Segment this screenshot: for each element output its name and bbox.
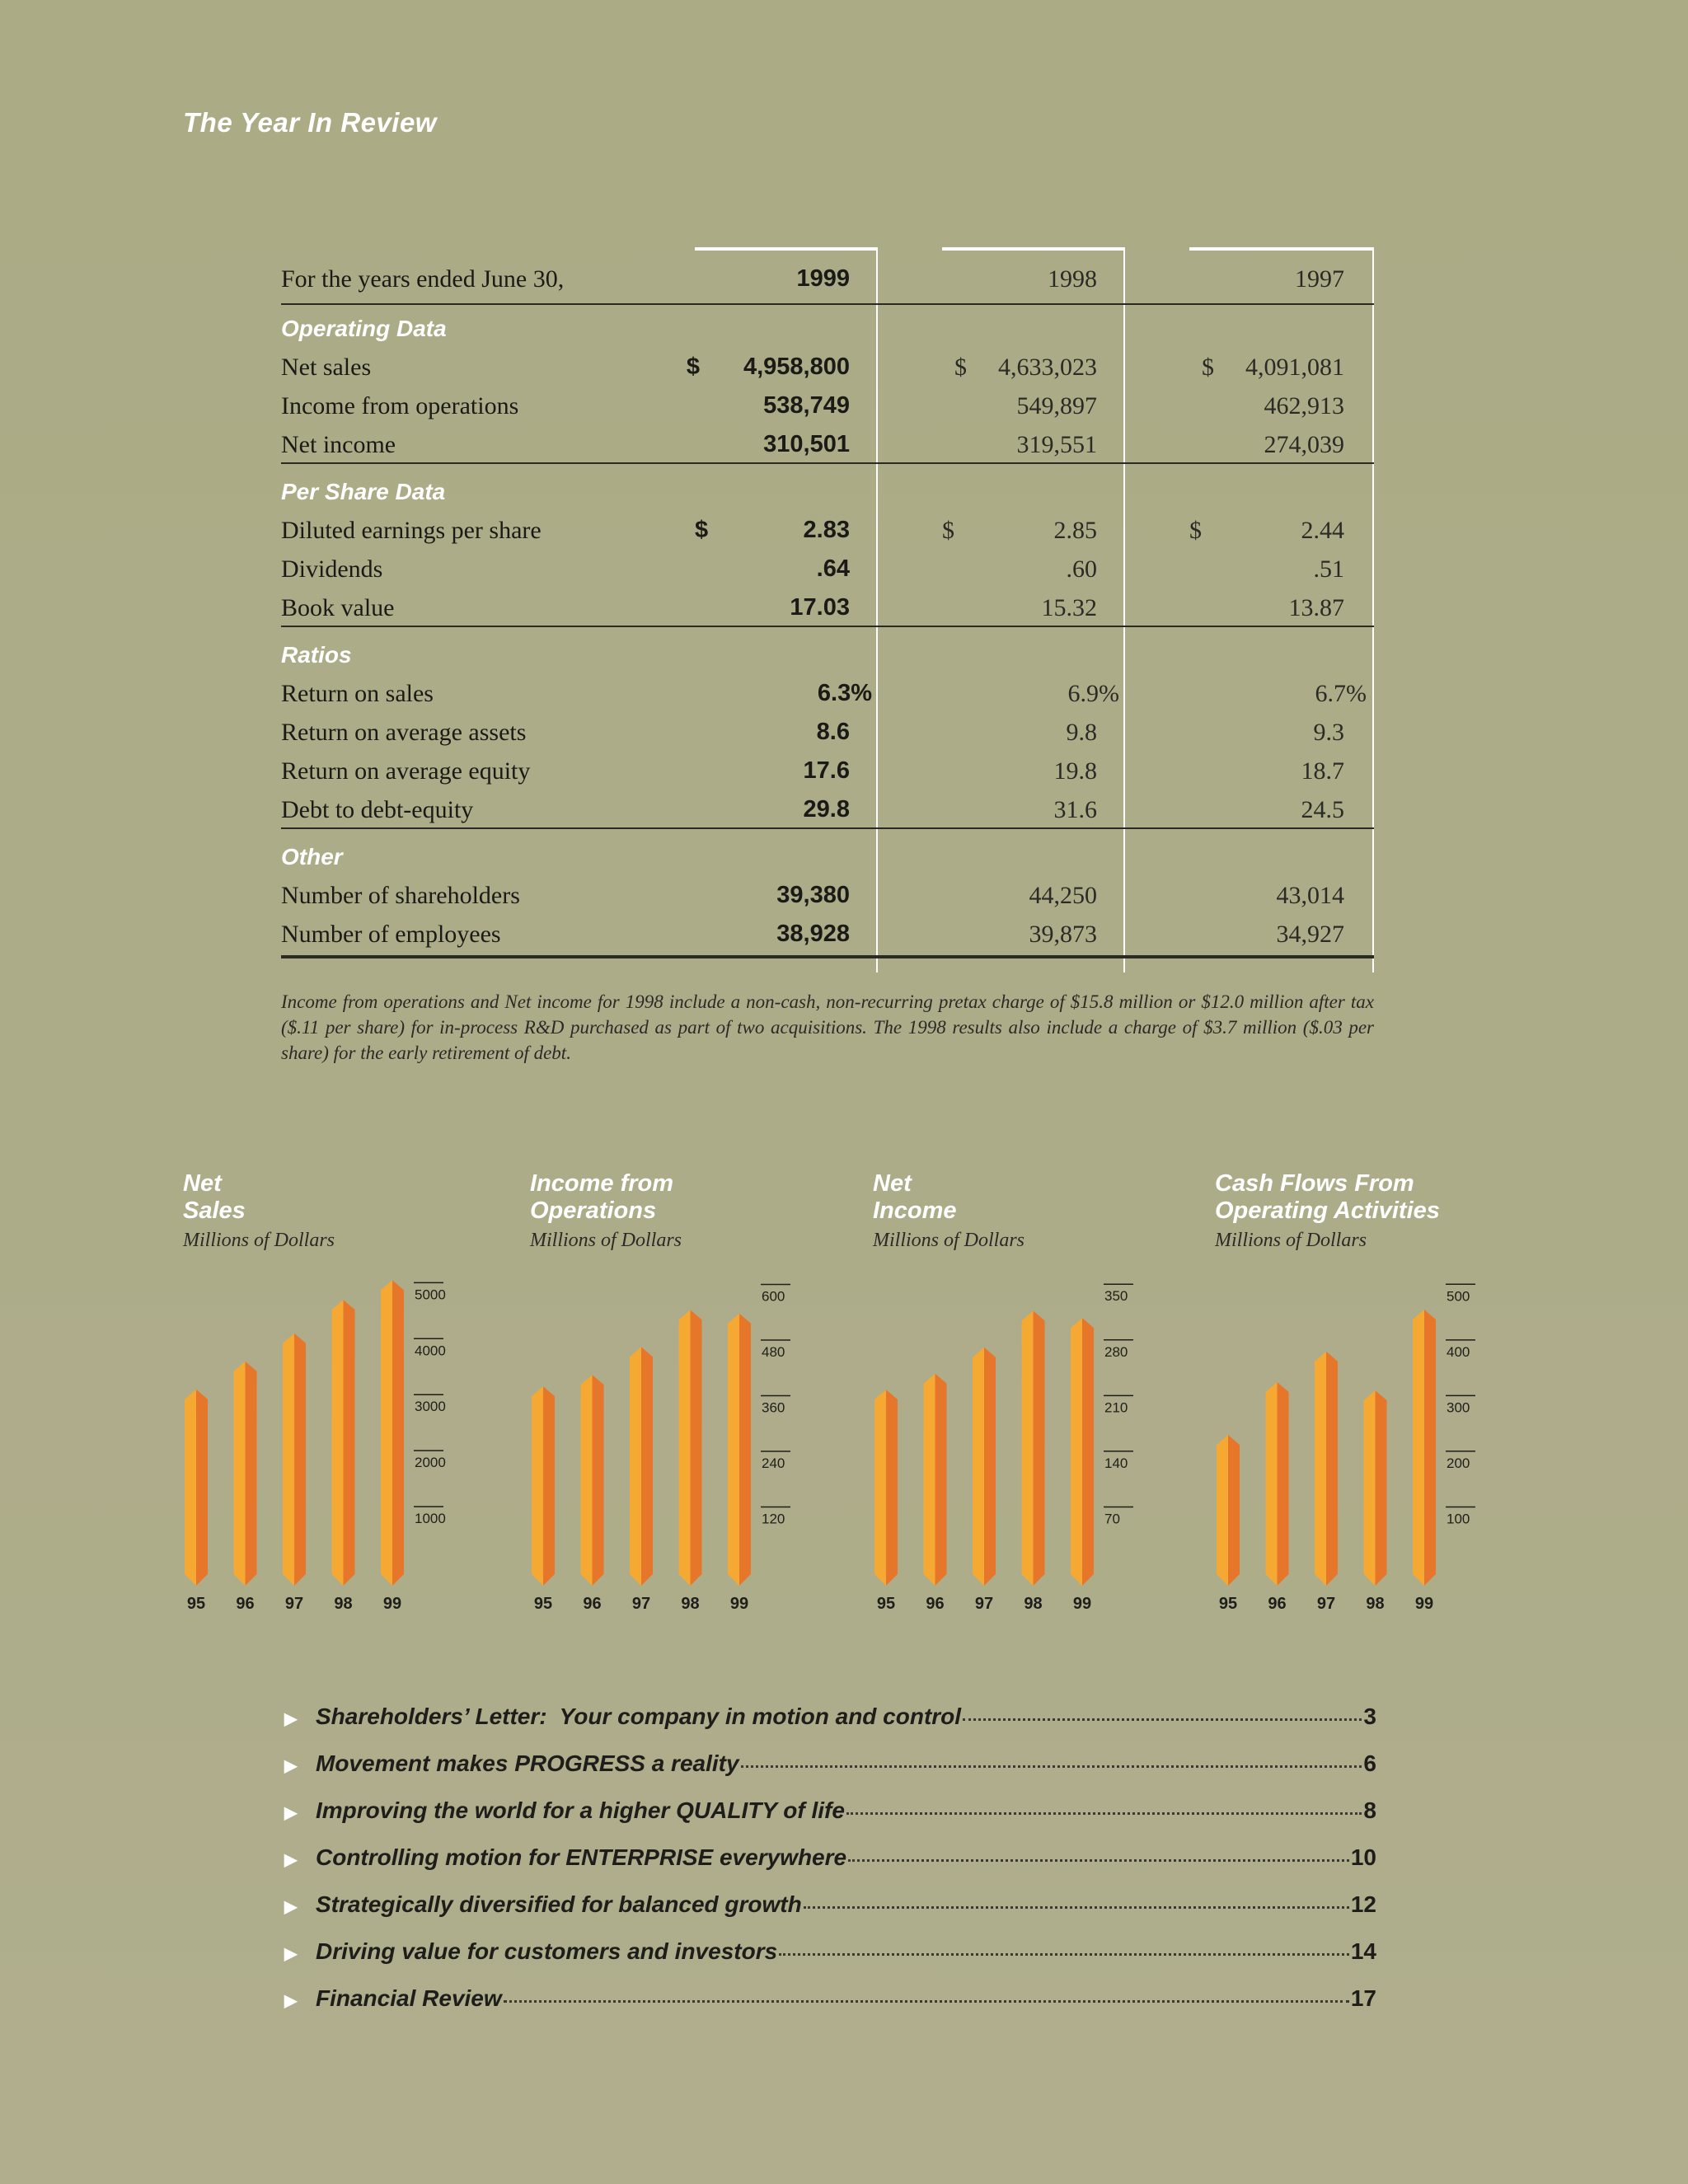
value-1997: 34,927 bbox=[1276, 921, 1344, 948]
bar-side bbox=[691, 1310, 702, 1586]
chart-subtitle: Millions of Dollars bbox=[530, 1230, 682, 1251]
contents-item-title: Controlling motion for ENTERPRISE everywhere bbox=[316, 1844, 847, 1870]
bar-side bbox=[344, 1300, 355, 1586]
triangle-bullet-icon: ▶ bbox=[284, 1992, 298, 2010]
y-tick-label: 210 bbox=[1104, 1399, 1128, 1416]
bar-side bbox=[935, 1374, 947, 1586]
bar-96 bbox=[924, 1374, 947, 1586]
bar-98 bbox=[1364, 1390, 1387, 1586]
contents-item[interactable] bbox=[284, 1844, 1376, 1891]
bar-face bbox=[532, 1386, 543, 1586]
value-1997: .51 bbox=[1313, 555, 1344, 583]
value-1999: 538,749 bbox=[763, 392, 850, 419]
bar-side bbox=[1082, 1318, 1094, 1586]
contents-item-page: 6 bbox=[1363, 1750, 1376, 1776]
value-1997: 18.7 bbox=[1301, 757, 1344, 785]
value-1998: 6.9% bbox=[1067, 680, 1119, 707]
value-1999: 2.83 bbox=[803, 517, 850, 543]
value-1998: 549,897 bbox=[1016, 392, 1097, 419]
x-tick-label: 97 bbox=[974, 1595, 994, 1613]
chart-title: Cash Flows From Operating Activities bbox=[1215, 1170, 1440, 1224]
triangle-bullet-icon: ▶ bbox=[284, 1757, 298, 1775]
contents-list bbox=[284, 1704, 1376, 2032]
bar-side bbox=[1034, 1311, 1045, 1586]
bar-face bbox=[381, 1280, 392, 1586]
x-tick-label: 99 bbox=[1072, 1595, 1092, 1613]
x-tick-label: 95 bbox=[876, 1595, 896, 1613]
triangle-bullet-icon: ▶ bbox=[284, 1945, 298, 1963]
value-1997: 43,014 bbox=[1276, 882, 1344, 909]
table-header-label: For the years ended June 30, bbox=[281, 265, 565, 293]
y-tick-label: 4000 bbox=[415, 1343, 446, 1359]
bar-side bbox=[593, 1375, 604, 1586]
bar-side bbox=[984, 1347, 996, 1586]
contents-item[interactable] bbox=[284, 1750, 1376, 1797]
y-tick-label: 100 bbox=[1447, 1511, 1470, 1527]
bar-face bbox=[1413, 1310, 1424, 1586]
triangle-bullet-icon: ▶ bbox=[284, 1804, 298, 1822]
y-tick-label: 70 bbox=[1104, 1511, 1120, 1527]
row-label: Return on sales bbox=[281, 680, 434, 707]
bar-face bbox=[1071, 1318, 1082, 1586]
footnote: Income from operations and Net income for 1998 include a non-cash, non-recurring pretax charge of $15.8 million or $12.0 million after tax ($.11 per share) for in-process R&D purchased as part of two acquisitions. The 1998 results also include a charge of $3.7 million ($.03 per share) for the early retirement of debt. bbox=[281, 991, 1374, 1063]
bar-face bbox=[1217, 1435, 1228, 1586]
section-title: Ratios bbox=[281, 642, 352, 668]
chart-subtitle: Millions of Dollars bbox=[873, 1230, 1025, 1251]
bar-face bbox=[332, 1300, 344, 1586]
y-tick-label: 5000 bbox=[415, 1286, 446, 1303]
y-tick-label: 240 bbox=[762, 1455, 785, 1471]
bar-face bbox=[924, 1374, 935, 1586]
page-title: The Year In Review bbox=[183, 107, 437, 138]
value-1999: 29.8 bbox=[803, 796, 850, 823]
x-tick-label: 98 bbox=[1366, 1595, 1385, 1613]
chart-income-from-operations bbox=[530, 1170, 810, 1615]
dot-leader bbox=[804, 1906, 1349, 1909]
bar-face bbox=[679, 1310, 691, 1586]
contents-item-page: 14 bbox=[1350, 1938, 1376, 1964]
year-header-1998: 1998 bbox=[1048, 265, 1097, 293]
triangle-bullet-icon: ▶ bbox=[284, 1710, 298, 1728]
contents-item-title: Strategically diversified for balanced growth bbox=[316, 1891, 802, 1917]
value-1998: 2.85 bbox=[1053, 517, 1097, 544]
bar-side bbox=[196, 1390, 208, 1586]
x-tick-label: 99 bbox=[729, 1595, 749, 1613]
bar-face bbox=[728, 1314, 739, 1586]
y-tick-label: 400 bbox=[1447, 1343, 1470, 1360]
value-1999: 6.3% bbox=[817, 680, 872, 706]
value-1997: 2.44 bbox=[1301, 517, 1344, 544]
y-tick-label: 140 bbox=[1104, 1455, 1128, 1471]
x-tick-label: 96 bbox=[236, 1595, 255, 1613]
contents-item-page: 10 bbox=[1350, 1844, 1376, 1870]
column-top-rule-1999 bbox=[695, 247, 878, 251]
x-tick-label: 96 bbox=[1268, 1595, 1287, 1613]
bar-99 bbox=[381, 1280, 404, 1586]
value-1999: 39,380 bbox=[776, 882, 850, 908]
row-label: Book value bbox=[281, 594, 395, 621]
contents-item-title: Financial Review bbox=[316, 1985, 502, 2011]
bar-face bbox=[1364, 1390, 1376, 1586]
chart-cash-flows bbox=[1215, 1170, 1495, 1615]
bar-side bbox=[1326, 1352, 1338, 1586]
dot-leader bbox=[963, 1718, 1362, 1721]
value-1998: 15.32 bbox=[1041, 594, 1097, 621]
value-1999: 310,501 bbox=[763, 431, 850, 457]
value-1999: .64 bbox=[816, 555, 850, 582]
financial-highlights-table bbox=[281, 247, 1374, 976]
bar-face bbox=[874, 1390, 886, 1586]
bar-98 bbox=[679, 1310, 702, 1586]
bar-face bbox=[1266, 1382, 1278, 1586]
x-tick-label: 95 bbox=[533, 1595, 553, 1613]
bar-98 bbox=[1022, 1311, 1045, 1586]
row-label: Debt to debt-equity bbox=[281, 796, 474, 823]
currency-symbol: $ bbox=[1202, 354, 1214, 381]
bar-95 bbox=[1217, 1435, 1240, 1586]
bar-95 bbox=[874, 1390, 898, 1586]
x-tick-label: 99 bbox=[1414, 1595, 1434, 1613]
value-1997: 462,913 bbox=[1264, 392, 1344, 419]
currency-symbol: $ bbox=[686, 354, 700, 380]
contents-item[interactable] bbox=[284, 1938, 1376, 1985]
section-title: Per Share Data bbox=[281, 479, 446, 504]
bar-side bbox=[294, 1333, 306, 1586]
x-tick-label: 98 bbox=[681, 1595, 700, 1613]
bar-98 bbox=[332, 1300, 355, 1586]
column-divider-1998 bbox=[1123, 247, 1125, 972]
row-label: Number of employees bbox=[281, 921, 501, 948]
bar-side bbox=[392, 1280, 404, 1586]
contents-item-page: 8 bbox=[1363, 1797, 1376, 1823]
dot-leader bbox=[846, 1812, 1362, 1815]
row-label: Net income bbox=[281, 431, 396, 458]
y-tick-label: 300 bbox=[1447, 1399, 1470, 1416]
bar-face bbox=[1315, 1352, 1326, 1586]
chart-plot bbox=[1215, 1253, 1495, 1615]
chart-net-income bbox=[873, 1170, 1153, 1615]
value-1998: 39,873 bbox=[1029, 921, 1097, 948]
x-tick-label: 97 bbox=[1316, 1595, 1336, 1613]
contents-item-page: 3 bbox=[1363, 1704, 1376, 1729]
bar-side bbox=[246, 1361, 257, 1586]
bar-side bbox=[543, 1386, 555, 1586]
value-1998: 31.6 bbox=[1053, 796, 1097, 823]
bar-side bbox=[1424, 1310, 1436, 1586]
bar-side bbox=[1228, 1435, 1240, 1586]
dot-leader bbox=[779, 1953, 1349, 1956]
bar-97 bbox=[973, 1347, 996, 1586]
row-label: Return on average equity bbox=[281, 757, 531, 785]
x-tick-label: 95 bbox=[186, 1595, 206, 1613]
table-bottom-rule bbox=[281, 955, 1374, 958]
section-title: Operating Data bbox=[281, 316, 447, 341]
chart-title: Net Income bbox=[873, 1170, 957, 1224]
contents-item-page: 12 bbox=[1350, 1891, 1376, 1917]
currency-symbol: $ bbox=[1189, 517, 1202, 544]
x-tick-label: 96 bbox=[926, 1595, 945, 1613]
bar-96 bbox=[234, 1361, 257, 1586]
triangle-bullet-icon: ▶ bbox=[284, 1851, 298, 1869]
y-tick-label: 500 bbox=[1447, 1288, 1470, 1305]
chart-title: Income from Operations bbox=[530, 1170, 674, 1224]
section-rule bbox=[281, 626, 1374, 627]
chart-net-sales bbox=[183, 1170, 463, 1615]
chart-plot bbox=[873, 1253, 1153, 1615]
year-header-1997: 1997 bbox=[1295, 265, 1344, 293]
x-tick-label: 97 bbox=[631, 1595, 651, 1613]
year-header-1999: 1999 bbox=[796, 265, 850, 292]
value-1999: 17.6 bbox=[803, 757, 850, 784]
x-tick-label: 96 bbox=[583, 1595, 602, 1613]
value-1997: 13.87 bbox=[1288, 594, 1344, 621]
x-tick-label: 97 bbox=[284, 1595, 304, 1613]
value-1999: 4,958,800 bbox=[743, 354, 850, 380]
chart-title: Net Sales bbox=[183, 1170, 246, 1224]
row-label: Income from operations bbox=[281, 392, 519, 419]
row-label: Return on average assets bbox=[281, 719, 527, 746]
bar-99 bbox=[1413, 1310, 1436, 1586]
y-tick-label: 280 bbox=[1104, 1343, 1128, 1360]
column-divider-1999 bbox=[876, 247, 878, 972]
row-label: Diluted earnings per share bbox=[281, 517, 542, 544]
x-tick-label: 98 bbox=[1024, 1595, 1043, 1613]
value-1997: 274,039 bbox=[1264, 431, 1344, 458]
bar-face bbox=[973, 1347, 984, 1586]
bar-face bbox=[630, 1347, 641, 1586]
contents-item[interactable] bbox=[284, 1704, 1376, 1750]
currency-symbol: $ bbox=[954, 354, 967, 381]
contents-item-title: Improving the world for a higher QUALITY of life bbox=[316, 1797, 845, 1823]
dot-leader bbox=[504, 2000, 1349, 2003]
value-1998: 19.8 bbox=[1053, 757, 1097, 785]
bar-side bbox=[1376, 1390, 1387, 1586]
value-1998: 9.8 bbox=[1066, 719, 1097, 746]
contents-item-title: Movement makes PROGRESS a reality bbox=[316, 1750, 739, 1776]
column-top-rule-1998 bbox=[942, 247, 1125, 251]
bar-face bbox=[234, 1361, 246, 1586]
section-title: Other bbox=[281, 844, 343, 869]
chart-plot bbox=[183, 1253, 463, 1615]
x-tick-label: 99 bbox=[382, 1595, 402, 1613]
bar-side bbox=[1278, 1382, 1289, 1586]
y-tick-label: 360 bbox=[762, 1399, 785, 1416]
bar-99 bbox=[1071, 1318, 1094, 1586]
value-1997: 4,091,081 bbox=[1245, 354, 1344, 381]
bar-face bbox=[283, 1333, 294, 1586]
chart-plot bbox=[530, 1253, 810, 1615]
bar-96 bbox=[1266, 1382, 1289, 1586]
bar-face bbox=[581, 1375, 593, 1586]
value-1998: 319,551 bbox=[1016, 431, 1097, 458]
x-tick-label: 95 bbox=[1218, 1595, 1238, 1613]
bar-side bbox=[641, 1347, 653, 1586]
dot-leader bbox=[741, 1765, 1362, 1768]
x-tick-label: 98 bbox=[334, 1595, 353, 1613]
bar-99 bbox=[728, 1314, 751, 1586]
y-tick-label: 200 bbox=[1447, 1455, 1470, 1471]
section-rule bbox=[281, 462, 1374, 464]
chart-subtitle: Millions of Dollars bbox=[183, 1230, 335, 1251]
section-rule bbox=[281, 827, 1374, 829]
value-1997: 9.3 bbox=[1313, 719, 1344, 746]
triangle-bullet-icon: ▶ bbox=[284, 1898, 298, 1916]
contents-item-title: Shareholders’ Letter: Your company in motion and control bbox=[316, 1704, 962, 1729]
contents-item[interactable] bbox=[284, 1797, 1376, 1844]
y-tick-label: 1000 bbox=[415, 1511, 446, 1527]
bar-face bbox=[185, 1390, 196, 1586]
value-1999: 17.03 bbox=[790, 594, 850, 621]
y-tick-label: 350 bbox=[1104, 1288, 1128, 1305]
y-tick-label: 600 bbox=[762, 1288, 785, 1305]
column-top-rule-1997 bbox=[1189, 247, 1374, 251]
currency-symbol: $ bbox=[942, 517, 954, 544]
currency-symbol: $ bbox=[695, 517, 709, 543]
bar-96 bbox=[581, 1375, 604, 1586]
contents-item-page: 17 bbox=[1350, 1985, 1376, 2011]
y-tick-label: 3000 bbox=[415, 1399, 446, 1415]
contents-item[interactable] bbox=[284, 1891, 1376, 1938]
bar-97 bbox=[283, 1333, 306, 1586]
bar-97 bbox=[630, 1347, 653, 1586]
value-1999: 38,928 bbox=[776, 921, 850, 947]
contents-item[interactable] bbox=[284, 1985, 1376, 2032]
value-1997: 6.7% bbox=[1315, 680, 1367, 707]
y-tick-label: 480 bbox=[762, 1344, 785, 1360]
header-rule bbox=[281, 303, 1374, 305]
value-1998: 44,250 bbox=[1029, 882, 1097, 909]
value-1999: 8.6 bbox=[816, 719, 850, 745]
column-divider-1997 bbox=[1372, 247, 1374, 972]
dot-leader bbox=[848, 1859, 1349, 1862]
bar-95 bbox=[185, 1390, 208, 1586]
row-label: Number of shareholders bbox=[281, 882, 520, 909]
value-1997: 24.5 bbox=[1301, 796, 1344, 823]
y-tick-label: 120 bbox=[762, 1511, 785, 1527]
bar-95 bbox=[532, 1386, 555, 1586]
value-1998: 4,633,023 bbox=[998, 354, 1097, 381]
row-label: Net sales bbox=[281, 354, 372, 381]
contents-item-title: Driving value for customers and investors bbox=[316, 1938, 778, 1964]
value-1998: .60 bbox=[1066, 555, 1097, 583]
bar-face bbox=[1022, 1311, 1034, 1586]
bar-side bbox=[886, 1390, 898, 1586]
chart-subtitle: Millions of Dollars bbox=[1215, 1230, 1367, 1251]
bar-97 bbox=[1315, 1352, 1338, 1586]
bar-side bbox=[739, 1314, 751, 1586]
y-tick-label: 2000 bbox=[415, 1455, 446, 1471]
row-label: Dividends bbox=[281, 555, 383, 583]
